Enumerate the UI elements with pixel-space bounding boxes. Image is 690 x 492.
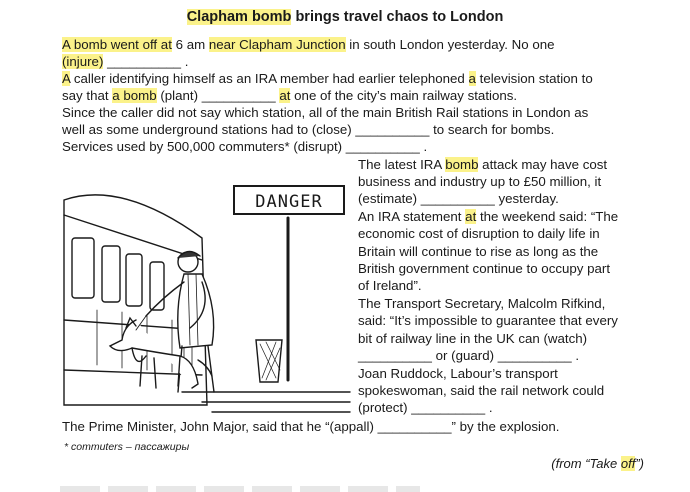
right-line13: Joan Ruddock, Labour’s transport	[358, 366, 558, 381]
p3-line2: well as some underground stations had to (close) __________ to search for bombs.	[62, 122, 555, 137]
title-highlight: Clapham bomb	[186, 9, 292, 25]
right-line11: bit of railway line in the UK can (watch)	[358, 331, 588, 346]
p2-line1: A caller identifying himself as an IRA member had earlier telephoned a television station to	[62, 71, 593, 86]
right-line7: British government continue to occupy part	[358, 261, 611, 276]
right-line9: The Transport Secretary, Malcolm Rifkind,	[358, 296, 606, 311]
right-line14: spokeswoman, said the rail network could	[358, 383, 605, 398]
right-line5: economic cost of disruption to daily life in	[358, 226, 600, 241]
right-line2: business and industry up to £50 million, it	[358, 174, 602, 189]
p1-line1: A bomb went off at 6 am near Clapham Junction in south London yesterday. No one	[62, 37, 555, 52]
right-line10: said: “It’s impossible to guarantee that every	[358, 313, 618, 328]
right-line1: The latest IRA bomb attack may have cost	[358, 157, 608, 172]
right-line12: __________ or (guard) __________ .	[358, 348, 580, 363]
p2-line2: say that a bomb (plant) __________ at one of the city’s main railway stations.	[62, 88, 518, 103]
last-line: The Prime Minister, John Major, said that he “(appall) __________” by the explosion.	[62, 419, 560, 434]
right-line8: of Ireland”.	[358, 278, 422, 293]
source-credit: (from “Take off”)	[551, 456, 644, 471]
right-line3: (estimate) __________ yesterday.	[358, 191, 559, 206]
article-title	[0, 9, 690, 25]
cropped-next-line	[60, 486, 420, 492]
station-illustration	[62, 170, 352, 415]
p3-line3: Services used by 500,000 commuters* (disrupt) __________ .	[62, 139, 428, 154]
right-line4: An IRA statement at the weekend said: “The	[358, 209, 619, 224]
right-line6: Britain will continue to rise as long as the	[358, 244, 599, 259]
footnote: * commuters – пассажиры	[64, 441, 190, 453]
p1-line2: (injure) __________ .	[62, 54, 189, 69]
title-rest: brings travel chaos to London	[291, 9, 504, 25]
danger-sign-text: DANGER	[255, 192, 323, 212]
right-line15: (protect) __________ .	[358, 400, 493, 415]
p3-line1: Since the caller did not say which station, all of the main British Rail stations in London as	[62, 105, 589, 120]
